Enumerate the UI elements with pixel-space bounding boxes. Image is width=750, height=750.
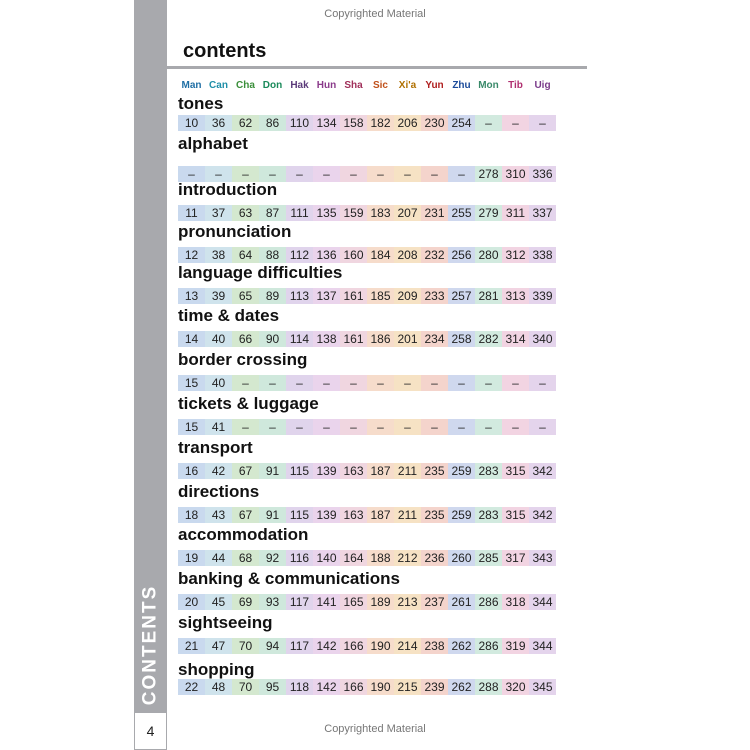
page-cell: 21	[178, 638, 205, 654]
page-cell: –	[340, 166, 367, 182]
page-cell: 184	[367, 247, 394, 263]
page-cell: 239	[421, 679, 448, 695]
page-cell: 211	[394, 463, 421, 479]
page-cell: 110	[286, 115, 313, 131]
page-cell: –	[367, 375, 394, 391]
page-cell: 136	[313, 247, 340, 263]
page-cell: –	[502, 419, 529, 435]
page-cell: 235	[421, 507, 448, 523]
page-cell: 12	[178, 247, 205, 263]
page-cell: 18	[178, 507, 205, 523]
page-cell: 260	[448, 550, 475, 566]
page-cell: 236	[421, 550, 448, 566]
page-cell: –	[448, 166, 475, 182]
page-cell: 315	[502, 507, 529, 523]
page-cell: 138	[313, 331, 340, 347]
page-cell: 183	[367, 205, 394, 221]
page-number-row	[178, 375, 556, 391]
page-cell: 160	[340, 247, 367, 263]
page-cell: –	[313, 375, 340, 391]
page-cell: –	[394, 166, 421, 182]
page-cell: 313	[502, 288, 529, 304]
page-cell: 187	[367, 463, 394, 479]
section-title: tones	[178, 94, 224, 113]
language-header-man: Man	[181, 80, 202, 91]
page-cell: 342	[529, 463, 556, 479]
page-cell: 159	[340, 205, 367, 221]
section-title: directions	[178, 482, 260, 501]
page-cell: 38	[205, 247, 232, 263]
page-cell: 92	[259, 550, 286, 566]
page-cell: 314	[502, 331, 529, 347]
page-cell: 235	[421, 463, 448, 479]
page-cell: 134	[313, 115, 340, 131]
page-cell: 208	[394, 247, 421, 263]
page-cell: 139	[313, 463, 340, 479]
page-cell: 280	[475, 247, 502, 263]
page-cell: 112	[286, 247, 313, 263]
page-cell: 87	[259, 205, 286, 221]
page-number-row	[178, 594, 556, 610]
page-number-row	[178, 507, 556, 523]
page-cell: 283	[475, 507, 502, 523]
page-cell: 213	[394, 594, 421, 610]
title-divider	[167, 66, 587, 69]
page-cell: 70	[232, 679, 259, 695]
section-row	[178, 438, 598, 478]
page-number-row	[178, 247, 556, 263]
page-cell: 315	[502, 463, 529, 479]
page-cell: 142	[313, 679, 340, 695]
section-title: border crossing	[178, 350, 308, 369]
page-cell: 115	[286, 463, 313, 479]
page-cell: –	[475, 419, 502, 435]
page-cell: 86	[259, 115, 286, 131]
page-cell: 259	[448, 507, 475, 523]
page-cell: 10	[178, 115, 205, 131]
section-row	[178, 569, 598, 609]
page-cell: 95	[259, 679, 286, 695]
section-title: time & dates	[178, 306, 280, 325]
page-cell: 11	[178, 205, 205, 221]
language-header-xia: Xi'a	[398, 80, 417, 91]
page-cell: 283	[475, 463, 502, 479]
page-cell: 189	[367, 594, 394, 610]
sidebar-label: CONTENTS	[139, 584, 161, 706]
page-cell: 65	[232, 288, 259, 304]
page-cell: 39	[205, 288, 232, 304]
page-cell: 258	[448, 331, 475, 347]
page-cell: 342	[529, 507, 556, 523]
section-row	[178, 222, 598, 262]
page-cell: 190	[367, 679, 394, 695]
page-cell: 141	[313, 594, 340, 610]
page-cell: 163	[340, 463, 367, 479]
page-cell: –	[178, 166, 205, 182]
page-cell: –	[475, 375, 502, 391]
section-title: transport	[178, 438, 253, 457]
page-cell: 214	[394, 638, 421, 654]
copyright-notice-top: Copyrighted Material	[324, 8, 426, 20]
page-cell: 68	[232, 550, 259, 566]
page-cell: –	[259, 419, 286, 435]
page-cell: 116	[286, 550, 313, 566]
page-cell: 188	[367, 550, 394, 566]
page-cell: 14	[178, 331, 205, 347]
page-cell: –	[286, 166, 313, 182]
page-cell: 19	[178, 550, 205, 566]
page-cell: –	[340, 419, 367, 435]
page-cell: –	[529, 419, 556, 435]
page-cell: –	[394, 375, 421, 391]
page-cell: 16	[178, 463, 205, 479]
page-cell: –	[286, 419, 313, 435]
page-cell: 343	[529, 550, 556, 566]
page-cell: 36	[205, 115, 232, 131]
page-cell: 278	[475, 166, 502, 182]
page-cell: 88	[259, 247, 286, 263]
page-cell: 337	[529, 205, 556, 221]
page-cell: 318	[502, 594, 529, 610]
page-cell: 111	[286, 205, 313, 221]
page-cell: 166	[340, 679, 367, 695]
section-title: alphabet	[178, 134, 248, 153]
page-cell: –	[340, 375, 367, 391]
page-number-row	[178, 638, 556, 654]
page-cell: 201	[394, 331, 421, 347]
language-header-cha: Cha	[236, 80, 255, 91]
language-header-tib: Tib	[508, 80, 523, 91]
page-cell: 312	[502, 247, 529, 263]
page-cell: 166	[340, 638, 367, 654]
page-cell: 40	[205, 331, 232, 347]
page-cell: 165	[340, 594, 367, 610]
page-cell: –	[232, 419, 259, 435]
page-cell: 70	[232, 638, 259, 654]
language-header-yun: Yun	[425, 80, 444, 91]
page-cell: 319	[502, 638, 529, 654]
page-cell: –	[367, 419, 394, 435]
page-cell: 209	[394, 288, 421, 304]
section-title: accommodation	[178, 525, 309, 544]
page-cell: 211	[394, 507, 421, 523]
language-header-uig: Uig	[534, 80, 551, 91]
section-row	[178, 263, 598, 303]
page-number-row	[178, 288, 556, 304]
page-cell: 89	[259, 288, 286, 304]
page-cell: –	[232, 166, 259, 182]
page-cell: 256	[448, 247, 475, 263]
section-row	[178, 350, 598, 390]
page-cell: 40	[205, 375, 232, 391]
page-number: 4	[134, 712, 167, 750]
page-cell: –	[394, 419, 421, 435]
page-number-row	[178, 331, 556, 347]
page-cell: 190	[367, 638, 394, 654]
page-cell: 344	[529, 638, 556, 654]
language-header-sha: Sha	[344, 80, 363, 91]
page-cell: 186	[367, 331, 394, 347]
sidebar-label-container	[134, 580, 167, 710]
page-cell: 310	[502, 166, 529, 182]
section-title: banking & communications	[178, 569, 400, 588]
page-cell: 135	[313, 205, 340, 221]
section-title: shopping	[178, 660, 255, 679]
page-cell: 142	[313, 638, 340, 654]
page-cell: 336	[529, 166, 556, 182]
page-cell: 261	[448, 594, 475, 610]
page-cell: 340	[529, 331, 556, 347]
page-cell: 339	[529, 288, 556, 304]
section-row	[178, 613, 598, 653]
language-header-can: Can	[209, 80, 228, 91]
page-cell: –	[367, 166, 394, 182]
page-cell: 185	[367, 288, 394, 304]
section-row	[178, 525, 598, 565]
page-cell: 231	[421, 205, 448, 221]
page-cell: 259	[448, 463, 475, 479]
page-cell: 139	[313, 507, 340, 523]
page-cell: 282	[475, 331, 502, 347]
page-cell: 41	[205, 419, 232, 435]
section-row	[178, 180, 598, 220]
page-cell: 233	[421, 288, 448, 304]
page-cell: 345	[529, 679, 556, 695]
page-cell: 118	[286, 679, 313, 695]
page-cell: 67	[232, 463, 259, 479]
page-cell: 117	[286, 638, 313, 654]
language-header-don: Don	[262, 80, 283, 91]
section-row	[178, 482, 598, 522]
language-header-sic: Sic	[372, 80, 388, 91]
page-cell: 285	[475, 550, 502, 566]
page-cell: –	[259, 375, 286, 391]
page-cell: 137	[313, 288, 340, 304]
page-cell: –	[529, 115, 556, 131]
page-number-row	[178, 205, 556, 221]
page-cell: 288	[475, 679, 502, 695]
page-cell: 114	[286, 331, 313, 347]
page-cell: –	[259, 166, 286, 182]
page-cell: –	[286, 375, 313, 391]
page-cell: 93	[259, 594, 286, 610]
page-cell: 48	[205, 679, 232, 695]
language-header-hak: Hak	[290, 80, 309, 91]
page-cell: –	[529, 375, 556, 391]
page-cell: 15	[178, 419, 205, 435]
page-number-row	[178, 679, 556, 695]
page-cell: 164	[340, 550, 367, 566]
page-cell: 115	[286, 507, 313, 523]
page-cell: 66	[232, 331, 259, 347]
page-cell: 44	[205, 550, 232, 566]
page-cell: 94	[259, 638, 286, 654]
page-number-row	[178, 115, 556, 131]
page-cell: 163	[340, 507, 367, 523]
page-cell: 43	[205, 507, 232, 523]
page-cell: 286	[475, 638, 502, 654]
page-cell: 232	[421, 247, 448, 263]
page-cell: 317	[502, 550, 529, 566]
page-cell: 140	[313, 550, 340, 566]
section-title: introduction	[178, 180, 278, 199]
page-cell: –	[502, 115, 529, 131]
page-cell: –	[421, 375, 448, 391]
page-cell: 47	[205, 638, 232, 654]
page-cell: 212	[394, 550, 421, 566]
language-header-zhu: Zhu	[452, 80, 471, 91]
page-cell: –	[205, 166, 232, 182]
page-cell: 286	[475, 594, 502, 610]
section-row	[178, 306, 598, 346]
page-cell: –	[313, 419, 340, 435]
section-title: tickets & luggage	[178, 394, 319, 413]
page-cell: –	[421, 166, 448, 182]
page-cell: 311	[502, 205, 529, 221]
page-cell: 20	[178, 594, 205, 610]
section-title: language difficulties	[178, 263, 343, 282]
page-cell: 254	[448, 115, 475, 131]
page-cell: 22	[178, 679, 205, 695]
page-cell: 37	[205, 205, 232, 221]
page-cell: –	[421, 419, 448, 435]
page-cell: 91	[259, 463, 286, 479]
page-cell: –	[448, 375, 475, 391]
page-number-row	[178, 463, 556, 479]
page-cell: –	[232, 375, 259, 391]
page-cell: 215	[394, 679, 421, 695]
language-header-row	[178, 80, 556, 91]
page-cell: 187	[367, 507, 394, 523]
page-cell: 64	[232, 247, 259, 263]
page-cell: 237	[421, 594, 448, 610]
page-cell: 69	[232, 594, 259, 610]
page-cell: 62	[232, 115, 259, 131]
page-cell: 117	[286, 594, 313, 610]
section-row	[178, 134, 598, 181]
page-cell: 234	[421, 331, 448, 347]
page-cell: 158	[340, 115, 367, 131]
section-row	[178, 394, 598, 434]
page-cell: 91	[259, 507, 286, 523]
page-cell: 262	[448, 679, 475, 695]
page-cell: 90	[259, 331, 286, 347]
page-cell: 344	[529, 594, 556, 610]
page-cell: –	[502, 375, 529, 391]
page-cell: –	[313, 166, 340, 182]
copyright-notice-bottom: Copyrighted Material	[324, 723, 426, 735]
page-cell: 15	[178, 375, 205, 391]
section-row	[178, 94, 598, 130]
page-cell: 67	[232, 507, 259, 523]
page-cell: 206	[394, 115, 421, 131]
language-header-mon: Mon	[478, 80, 499, 91]
page-title: contents	[183, 40, 267, 62]
page-cell: 161	[340, 288, 367, 304]
section-title: sightseeing	[178, 613, 273, 632]
page-cell: 207	[394, 205, 421, 221]
page-cell: 262	[448, 638, 475, 654]
section-row	[178, 660, 598, 694]
page-cell: 238	[421, 638, 448, 654]
page-cell: 281	[475, 288, 502, 304]
page-cell: 320	[502, 679, 529, 695]
page-cell: –	[448, 419, 475, 435]
page-cell: 63	[232, 205, 259, 221]
language-header-hun: Hun	[316, 80, 337, 91]
page-cell: 255	[448, 205, 475, 221]
page-cell: 338	[529, 247, 556, 263]
section-title: pronunciation	[178, 222, 292, 241]
page-cell: 45	[205, 594, 232, 610]
page-cell: 161	[340, 331, 367, 347]
page-cell: 13	[178, 288, 205, 304]
page-number-row	[178, 550, 556, 566]
page-cell: 182	[367, 115, 394, 131]
page-cell: 279	[475, 205, 502, 221]
page-number-row	[178, 419, 556, 435]
page-cell: 42	[205, 463, 232, 479]
page-cell: –	[475, 115, 502, 131]
page-cell: 113	[286, 288, 313, 304]
page-cell: 257	[448, 288, 475, 304]
page-cell: 230	[421, 115, 448, 131]
